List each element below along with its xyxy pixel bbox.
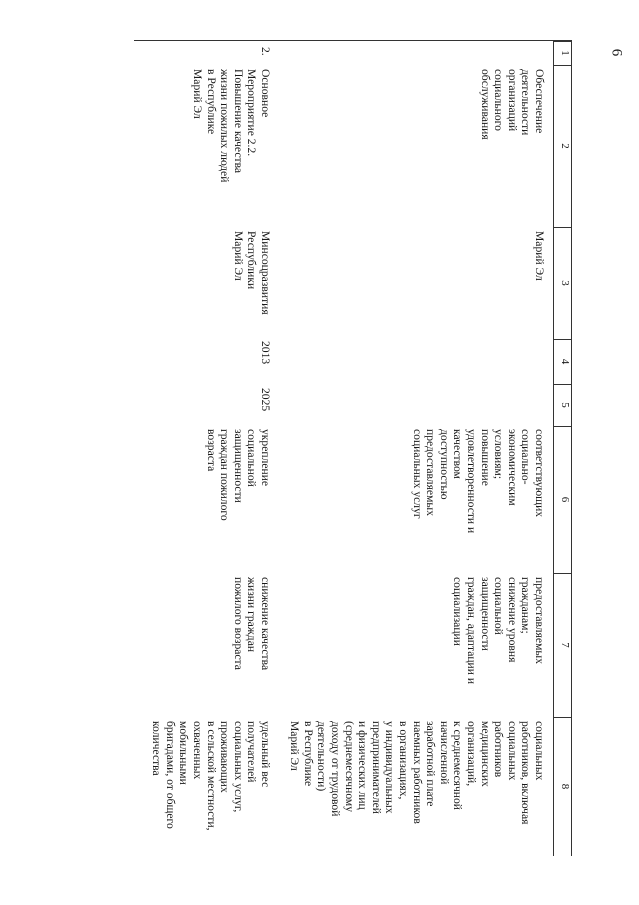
row2-col2-cell: Основное Мероприятие 2.2. Повышение качества жизни пожилых людей в Республике Марий Эл <box>191 69 272 183</box>
header-col-2: 2 <box>559 143 571 149</box>
rotated-table-block <box>134 40 572 855</box>
cont-col8-cell: социальных работников, включая социальных работников медицинских организаций, к среднемесячной начисленной заработной плате наемных работников в организациях, у индивидуальных предпринимателей и физических лиц (среднемесячному доходу от трудовой деятельности) в Республике Марий Эл <box>288 721 546 825</box>
row2-number: 2. <box>259 47 272 56</box>
header-col-4: 4 <box>559 358 571 365</box>
page-number: 6 <box>607 48 624 57</box>
cont-col2-cell: Обеспечение деятельности организаций социального обслуживания <box>478 69 546 140</box>
header-col-7: 7 <box>559 642 571 648</box>
measures-table <box>134 40 572 856</box>
row2-col6-cell: укрепление социальной защищенности граждан пожилого возраста <box>204 429 272 521</box>
row2-col4-year-start: 2013 <box>259 341 272 365</box>
row2-col7-cell: снижение качества жизни граждан пожилого возраста <box>231 577 272 671</box>
header-col-3: 3 <box>559 280 571 286</box>
row2-col5-year-end: 2025 <box>259 388 272 412</box>
header-col-5: 5 <box>559 402 571 408</box>
header-col-1: 1 <box>559 50 571 56</box>
header-col-8: 8 <box>559 783 571 790</box>
cont-col6-cell: соответствующих социально- экономическим условиям; повышение удовлетворенности и качеством доступностью предоставляемых социальных услуг <box>410 429 546 534</box>
header-col-6: 6 <box>559 496 571 503</box>
row2-col8-cell: удельный вес получателей социальных услуг, проживающих в сельской местности, охваченных мобильными бригадами, от общего количества <box>150 721 272 831</box>
row2-col3-cell: Минсоцразвития Республики Марий Эл <box>231 231 272 315</box>
cont-col7-cell: предоставляемых гражданам; снижение уровня социальной защищенности граждан, адаптации и социализации <box>451 577 546 685</box>
cont-col3-cell: Марий Эл <box>533 231 546 281</box>
